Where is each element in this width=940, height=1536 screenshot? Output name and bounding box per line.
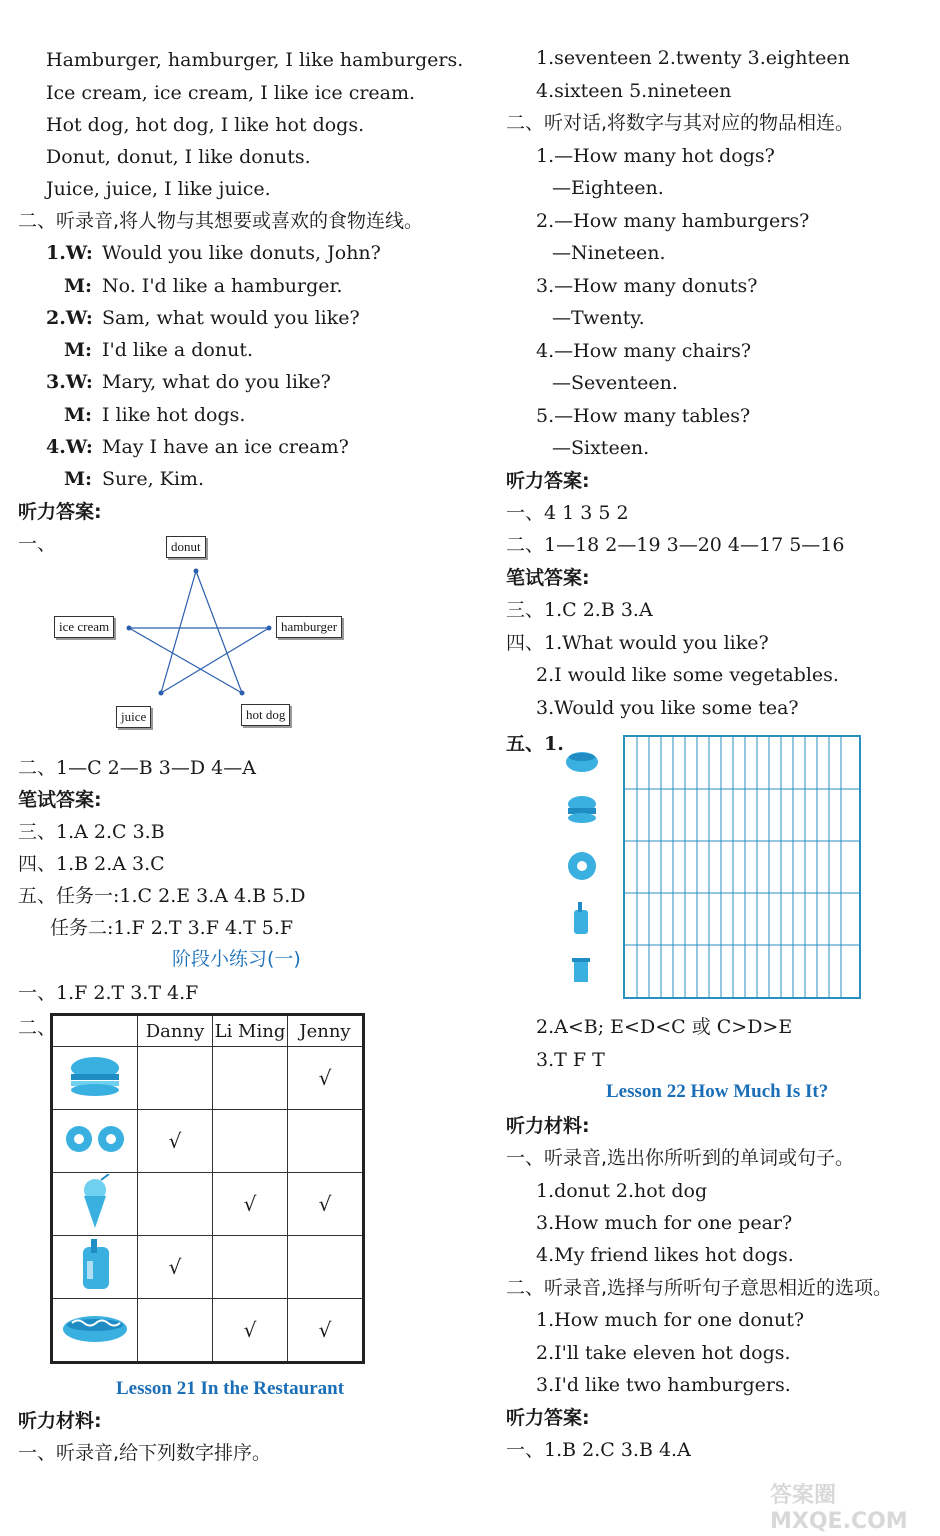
- grid-lines: [625, 737, 859, 997]
- heading-written-answers: 笔试答案:: [18, 789, 102, 811]
- chant-line: Hot dog, hot dog, I like hot dogs.: [46, 114, 365, 136]
- m-label: M:: [64, 339, 93, 361]
- answer-line: 二、1—C 2—B 3—D 4—A: [18, 757, 256, 779]
- table-cell: [138, 1299, 213, 1363]
- dialogue-line: I'd like a donut.: [102, 339, 253, 361]
- chant-line: Hamburger, hamburger, I like hamburgers.: [46, 49, 464, 71]
- table-cell: √: [288, 1299, 364, 1363]
- list-item: 1.How much for one donut?: [536, 1309, 805, 1331]
- heading-listen-answers: 听力答案:: [506, 470, 590, 492]
- lesson-21-title: Lesson 21 In the Restaurant: [116, 1378, 345, 1399]
- table-cell: [213, 1110, 288, 1173]
- stage-title: 阶段小练习(一): [172, 948, 301, 970]
- answer-line: 五、任务一:1.C 2.E 3.A 4.B 5.D: [18, 885, 306, 907]
- table-cell: √: [288, 1047, 364, 1110]
- question-line: 4.—How many chairs?: [536, 340, 752, 362]
- section-title: 二、听对话,将数字与其对应的物品相连。: [506, 112, 855, 134]
- table-cell: [138, 1173, 213, 1236]
- dialogue-line: I like hot dogs.: [102, 404, 246, 426]
- table-cell: √: [288, 1173, 364, 1236]
- section-title: 一、听录音,给下列数字排序。: [18, 1442, 272, 1464]
- m-label: M:: [64, 275, 93, 297]
- answer-line: 2.I would like some vegetables.: [536, 664, 839, 686]
- section-title: 一、听录音,选出你所听到的单词或句子。: [506, 1147, 855, 1169]
- dialogue-line: No. I'd like a hamburger.: [102, 275, 343, 297]
- answer-line: 二、1—18 2—19 3—20 4—17 5—16: [506, 534, 845, 556]
- section-title: 二、听录音,选择与所听句子意思相近的选项。: [506, 1277, 893, 1299]
- dialogue-num: 2.W:: [46, 307, 93, 329]
- table-cell: [213, 1236, 288, 1299]
- answer-line: —Eighteen.: [552, 177, 664, 199]
- m-label: M:: [64, 404, 93, 426]
- watermark: 答案圈 MXQE.COM: [770, 1483, 908, 1534]
- food-icon-column: [562, 742, 602, 994]
- table-header: Danny: [138, 1015, 213, 1047]
- dialogue-line: Sure, Kim.: [102, 468, 204, 490]
- answer-line: —Nineteen.: [552, 242, 666, 264]
- table-row: [52, 1110, 364, 1173]
- question-line: 3.—How many donuts?: [536, 275, 758, 297]
- numbers-line: 1.seventeen 2.twenty 3.eighteen: [536, 47, 850, 69]
- dialogue-num: 3.W:: [46, 371, 93, 393]
- question-line: 2.—How many hamburgers?: [536, 210, 810, 232]
- dialogue-line: Would you like donuts, John?: [102, 242, 381, 264]
- answer-line: 3.Would you like some tea?: [536, 697, 799, 719]
- table-header: Jenny: [288, 1015, 364, 1047]
- heading-material: 听力材料:: [506, 1115, 590, 1137]
- answer-line: 任务二:1.F 2.T 3.F 4.T 5.F: [50, 917, 294, 939]
- table-row: [52, 1299, 364, 1363]
- juice-icon: [574, 902, 588, 934]
- lesson-22-title: Lesson 22 How Much Is It?: [606, 1081, 829, 1102]
- answer-line: —Sixteen.: [552, 437, 650, 459]
- table-row: [52, 1236, 364, 1299]
- cup-icon: [572, 958, 590, 982]
- box-juice: juice: [116, 706, 151, 728]
- table-corner: [52, 1015, 138, 1047]
- answer-line: 五、1.: [506, 733, 564, 755]
- hamburger-icon: [568, 796, 596, 823]
- answer-line: 三、1.C 2.B 3.A: [506, 599, 653, 621]
- hamburger-icon: [52, 1047, 138, 1110]
- box-hot-dog: hot dog: [241, 704, 290, 726]
- chant-line: Donut, donut, I like donuts.: [46, 146, 311, 168]
- answer-line: 一、1.F 2.T 3.T 4.F: [18, 982, 199, 1004]
- answer-line: 四、1.B 2.A 3.C: [18, 853, 165, 875]
- table-cell: [288, 1236, 364, 1299]
- answer-line: 三、1.A 2.C 3.B: [18, 821, 165, 843]
- chant-line: Juice, juice, I like juice.: [46, 178, 271, 200]
- table-cell: [138, 1047, 213, 1110]
- dialogue-num: 1.W:: [46, 242, 93, 264]
- table-row: [52, 1173, 364, 1236]
- chant-line: Ice cream, ice cream, I like ice cream.: [46, 82, 416, 104]
- question-line: 5.—How many tables?: [536, 405, 751, 427]
- table-cell: √: [213, 1299, 288, 1363]
- label-two: 二、: [18, 1017, 57, 1039]
- hot-dog-icon: [566, 752, 598, 772]
- numbers-line: 4.sixteen 5.nineteen: [536, 80, 732, 102]
- box-ice-cream: ice cream: [54, 616, 114, 638]
- box-hamburger: hamburger: [276, 616, 342, 638]
- heading-material: 听力材料:: [18, 1410, 102, 1432]
- answer-line: 一、4 1 3 5 2: [506, 502, 629, 524]
- dialogue-line: Mary, what do you like?: [102, 371, 331, 393]
- answer-line: 四、1.What would you like?: [506, 632, 769, 654]
- donut-icon: [568, 852, 596, 880]
- list-item: 4.My friend likes hot dogs.: [536, 1244, 794, 1266]
- label-one: 一、: [18, 533, 57, 555]
- table-cell: [213, 1047, 288, 1110]
- heading-listen-answers: 听力答案:: [18, 501, 102, 523]
- m-label: M:: [64, 468, 93, 490]
- answer-line: 2.A<B; E<D<C 或 C>D>E: [536, 1016, 793, 1038]
- food-preference-table: [50, 1013, 365, 1364]
- heading-listen-answers: 听力答案:: [506, 1407, 590, 1429]
- answer-line: —Twenty.: [552, 307, 645, 329]
- table-cell: √: [213, 1173, 288, 1236]
- list-item: 1.donut 2.hot dog: [536, 1180, 708, 1202]
- list-item: 2.I'll take eleven hot dogs.: [536, 1342, 791, 1364]
- table-cell: √: [138, 1236, 213, 1299]
- table-header: Li Ming: [213, 1015, 288, 1047]
- heading-written-answers: 笔试答案:: [506, 567, 590, 589]
- table-cell: [288, 1110, 364, 1173]
- box-donut: donut: [166, 536, 206, 558]
- answer-line: 3.T F T: [536, 1049, 605, 1071]
- dialogue-line: May I have an ice cream?: [102, 436, 349, 458]
- list-item: 3.How much for one pear?: [536, 1212, 793, 1234]
- answer-line: —Seventeen.: [552, 372, 678, 394]
- section-title: 二、听录音,将人物与其想要或喜欢的食物连线。: [18, 210, 424, 232]
- list-item: 3.I'd like two hamburgers.: [536, 1374, 791, 1396]
- ice-cream-icon: [52, 1173, 138, 1236]
- question-line: 1.—How many hot dogs?: [536, 145, 775, 167]
- table-cell: √: [138, 1110, 213, 1173]
- dialogue-line: Sam, what would you like?: [102, 307, 360, 329]
- hot-dog-icon: [52, 1299, 138, 1363]
- juice-icon: [52, 1236, 138, 1299]
- table-row: [52, 1047, 364, 1110]
- dialogue-num: 4.W:: [46, 436, 93, 458]
- donut-icon: [52, 1110, 138, 1173]
- answer-line: 一、1.B 2.C 3.B 4.A: [506, 1439, 691, 1461]
- counting-grid: [623, 735, 861, 999]
